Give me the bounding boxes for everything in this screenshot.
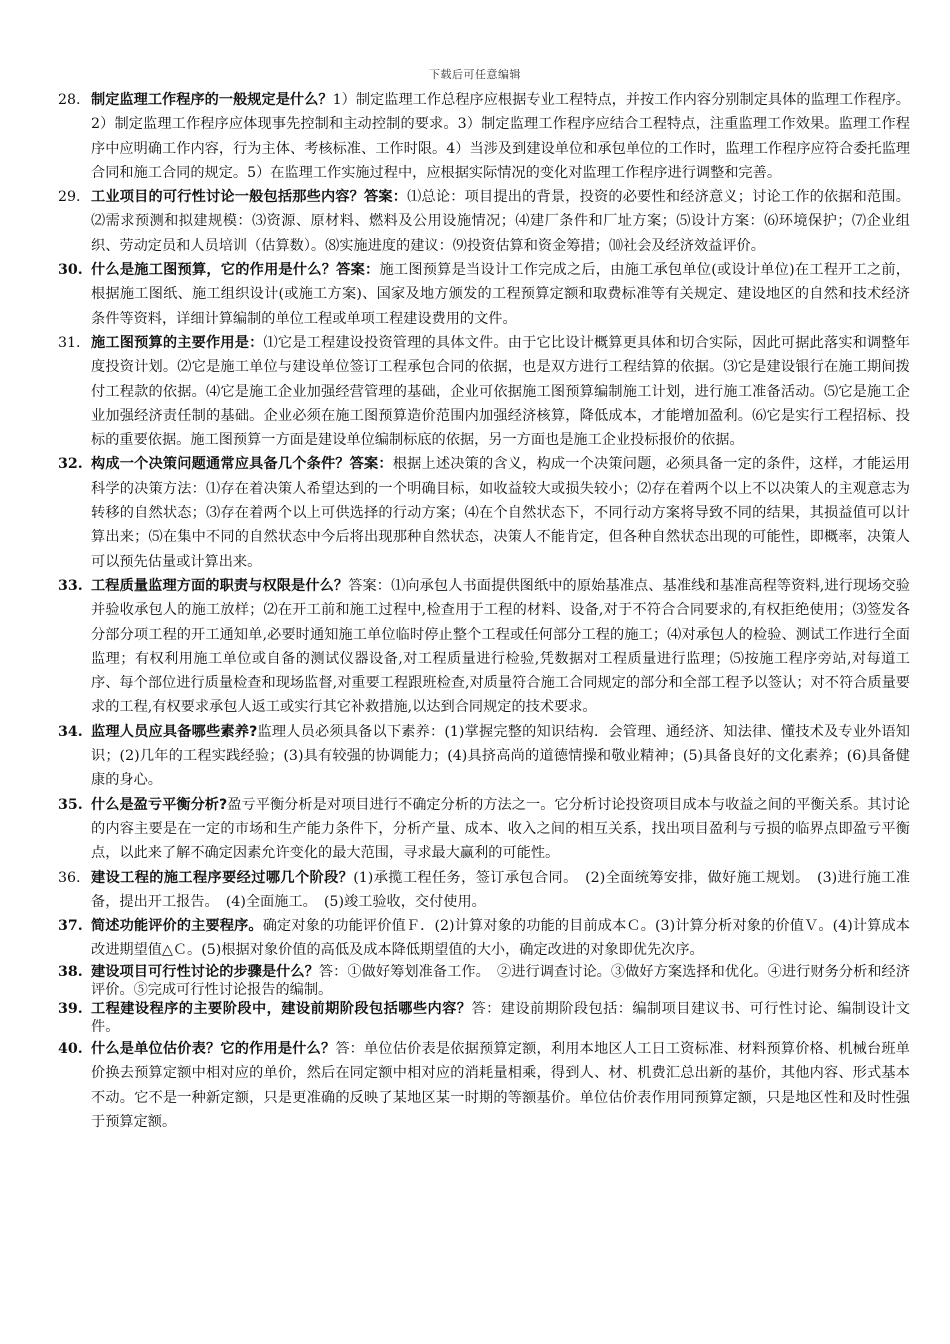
item-number: 28. [58, 92, 81, 108]
question-text: 什么是施工图预算，它的作用是什么？答案： [91, 262, 380, 279]
item-number: 37. [58, 918, 83, 935]
item-number: 39. [58, 1000, 83, 1017]
list-item [58, 185, 910, 258]
answer-text: 答案：⑴向承包人书面提供图纸中的原始基准点、基准线和基准高程等资料,进行现场交验并验收承包人的施工放样；⑵在开工前和施工过程中,检查用于工程的材料、设备,对于不符合合同要求的,有权拒绝使用；⑶签发各分部分项工程的开工通知单,必要时通知施工单位临时停止整个工程或任何部分工程的施工；⑷对承包人的检验、测试工作进行全面监理；有权利用施工单位或自备的测试仪器设备,对工程质量进行检验,凭数据对工程质量进行监理；⑸按施工程序旁站,对每道工序、每个部位进行质量检查和现场监督,对重要工程跟班检查,对质量符合施工合同规定的部分和全部工程予以签认；对不符合质量要求的工程,有权要求承包人返工或实行其它补救措施,以达到合同规定的技术要求。 [91, 577, 910, 716]
question-text: 简述功能评价的主要程序。 [91, 918, 263, 935]
item-number: 31. [58, 334, 81, 351]
answer-text: 1）制定监理工作总程序应根据专业工程特点，并按工作内容分别制定具体的监理工作程序。2）制定监理工作程序应体现事先控制和主动控制的要求。3）制定监理工作程序应结合工程特点，注重监理工作效果。监理工作程序中应明确工作内容，行为主体、考核标准、工作时限。4）当涉及到建设单位和承包单位的工作时，监理工作程序应符合委托监理合同和施工合同的规定。5）在监理工作实施过程中，应根据实际情况的变化对监理工作程序进行调整和完善。 [91, 92, 910, 181]
answer-text: 监理人员必须具备以下素养：(1)掌握完整的知识结构．会管理、通经济、知法律、懂技术及专业外语知识；(2)几年的工程实践经验；(3)具有较强的协调能力；(4)具挤高尚的道德情操和敬业精神；(5)具备良好的文化素养；(6)具备健康的身心。 [91, 723, 910, 789]
question-text: 工程质量监理方面的职责与权限是什么？ [91, 577, 349, 594]
list-item [58, 1037, 910, 1134]
answer-text: (1)承揽工程任务，签订承包合同。 (2)全面统筹安排，做好施工规划。 (3)进行施工准备，提出开工报告。 (4)全面施工。 (5)竣工验收，交付使用。 [91, 869, 910, 910]
list-item [58, 452, 910, 573]
question-text: 监理人员应具备哪些素养? [91, 723, 258, 740]
item-number: 35. [58, 796, 83, 813]
question-text: 工程建设程序的主要阶段中，建设前期阶段包括哪些内容？ [91, 1000, 472, 1017]
answer-text: 答：①做好筹划准备工作。 ②进行调查讨论。③做好方案选择和优化。④进行财务分析和经济评价。⑤完成可行性讨论报告的编制。 [91, 963, 910, 999]
answer-text: 盈亏平衡分析是对项目进行不确定分析的方法之一。它分析讨论投资项目成本与收益之间的平衡关系。其讨论的内容主要是在一定的市场和生产能力条件下，分析产量、成本、收入之间的相互关系，找出项目盈利与亏损的临界点即盈亏平衡点，以此来了解不确定因素允许变化的最大范围，寻求最大赢利的可能性。 [91, 796, 910, 862]
question-text: 什么是单位估价表？它的作用是什么？ [91, 1041, 336, 1058]
qa-list [58, 88, 910, 1134]
list-item [58, 331, 910, 452]
answer-text: ⑴总论：项目提出的背景，投资的必要性和经济意义；讨论工作的依据和范围。⑵需求预测和拟建规模：⑶资源、原材料、燃料及公用设施情况；⑷建厂条件和厂址方案；⑸设计方案：⑹环境保护；⑺企业组织、劳动定员和人员培训（估算数）。⑻实施进度的建议：⑼投资估算和资金筹措；⑽社会及经济效益评价。 [91, 189, 910, 254]
answer-text: 确定对象的功能评价值Ｆ．(2)计算对象的功能的目前成本Ｃ。(3)计算分析对象的价值Ｖ。(4)计算成本改进期望值△Ｃ。(5)根据对象价值的高低及成本降低期望值的大小，确定改进的对象即优先次序。 [91, 918, 910, 959]
item-number: 29. [58, 189, 81, 206]
question-text: 制定监理工作程序的一般规定是什么？ [91, 92, 333, 108]
item-number: 30. [58, 262, 83, 279]
list-item [58, 88, 910, 185]
item-number: 34. [58, 723, 83, 740]
list-item [58, 963, 910, 1000]
item-number: 38. [58, 963, 83, 980]
list-item [58, 866, 910, 915]
item-number: 36. [58, 869, 81, 886]
answer-text: 根据上述决策的含义，构成一个决策问题，必须具备一定的条件，这样，才能运用科学的决策方法：⑴存在着决策人希望达到的一个明确目标，如收益较大或损失较小；⑵存在着两个以上不以决策人的主观意志为转移的自然状态；⑶存在着两个以上可供选择的行动方案；⑷在个自然状态下，不同行动方案将导致不同的结果，其损益值可以计算出来；⑸在集中不同的自然状态中今后将出现那种自然状态，决策人不能肯定，但各种自然状态出现的可能性，即概率，决策人可以预先估量或计算出来。 [91, 456, 910, 570]
question-text: 什么是盈亏平衡分析? [91, 796, 228, 813]
answer-text: 施工图预算是当设计工作完成之后，由施工承包单位(或设计单位)在工程开工之前，根据施工图纸、施工组织设计(或施工方案)、国家及地方颁发的工程预算定额和取费标准等有关规定、建设地区的自然和技术经济条件等资料，详细计算编制的单位工程或单项工程建设费用的文件。 [91, 262, 910, 327]
question-text: 建设工程的施工程序要经过哪几个阶段？ [91, 869, 354, 886]
list-item [58, 793, 910, 866]
question-text: 施工图预算的主要作用是： [91, 334, 264, 351]
answer-text: 答：建设前期阶段包括：编制项目建议书、可行性讨论、编制设计文件。 [91, 1000, 910, 1036]
item-number: 32. [58, 456, 83, 473]
list-item [58, 914, 910, 963]
list-item [58, 720, 910, 793]
question-text: 工业项目的可行性讨论一般包括那些内容？答案： [91, 189, 408, 206]
item-number: 40. [58, 1041, 83, 1058]
answer-text: ⑴它是工程建设投资管理的具体文件。由于它比设计概算更具体和切合实际，因此可据此落实和调整年度投资计划。⑵它是施工单位与建设单位签订工程承包合同的依据，也是双方进行工程结算的依据。⑶它是建设银行在施工期间拨付工程款的依据。⑷它是施工企业加强经营管理的基础，企业可依据施工图预算编制施工计划，进行施工准备活动。⑸它是施工企业加强经济责任制的基础。企业必须在施工图预算造价范围内加强经济核算，降低成本，才能增加盈利。⑹它是实行工程招标、投标的重要依据。施工图预算一方面是建设单位编制标底的依据，另一方面也是施工企业投标报价的依据。 [91, 334, 910, 449]
item-number: 33. [58, 577, 83, 594]
question-text: 构成一个决策问题通常应具备几个条件？答案： [91, 456, 393, 473]
answer-text: 答：单位估价表是依据预算定额，利用本地区人工日工资标准、材料预算价格、机械台班单价换去预算定额中相对应的单价，然后在同定额中相对应的消耗量相乘，得到人、材、机费汇总出新的基价，其他内容、形式基本不动。它不是一种新定额，只是更准确的反映了某地区某一时期的等额基价。单位估价表作用同预算定额，只是地区性和及时性强于预算定额。 [91, 1041, 910, 1130]
list-item [58, 258, 910, 331]
question-text: 建设项目可行性讨论的步骤是什么？ [91, 963, 319, 980]
list-item [58, 1000, 910, 1037]
list-item [58, 574, 910, 720]
page-header: 下载后可任意编辑 [429, 68, 521, 81]
